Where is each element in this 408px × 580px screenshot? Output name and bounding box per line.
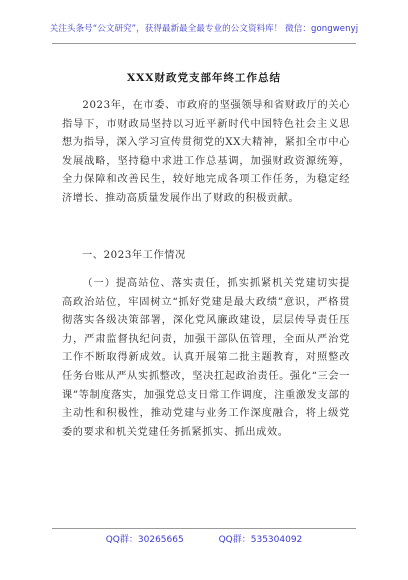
document-title: XXX财政党支部年终工作总结 bbox=[127, 72, 281, 84]
footer bbox=[0, 532, 408, 545]
footer-qq-group-2: QQ群：535304092 bbox=[218, 535, 303, 545]
header-divider bbox=[52, 43, 356, 44]
footer-qq-group-1: QQ群：30265665 bbox=[105, 535, 184, 545]
header-notice: 关注头条号“公文研究”，获得最新最全最专业的公文资料库！ 微信：gongwenyj bbox=[49, 24, 359, 34]
intro-paragraph: 2023年，在市委、市政府的坚强领导和省财政厅的关心指导下，市财政局坚持以习近平新时代中国特色社会主义思想为指导，深入学习宣传贯彻党的XX大精神，紧扣全市中心发展战略，坚持稳中求进工作总基调，加强财政资源统筹，全力保障和改善民生，较好地完成各项工作任务，为稳定经济增长、推动高质量发展作出了财政的积极贡献。 bbox=[62, 100, 350, 204]
section-paragraph: （一）提高站位、落实责任，抓实抓紧机关党建切实提高政治站位，牢固树立“抓好党建是最大政绩”意识，严格贯彻落实各级决策部署，深化党风廉政建设，层层传导责任压力，严肃监督执纪问责，加强干部队伍管理，全面从严治党工作不断取得新成效。认真开展第二批主题教育，对照整改任务台账从严从实抓整改，坚决扛起政治责任。强化“三会一课”等制度落实，加强党总支日常工作调度，注重激发支部的主动性和积极性，推动党建与业务工作深度融合，将上级党委的要求和机关党建任务抓紧抓实、抓出成效。 bbox=[62, 278, 350, 438]
footer-divider bbox=[52, 528, 356, 529]
section-heading: 一、2023年工作情况 bbox=[82, 250, 186, 261]
